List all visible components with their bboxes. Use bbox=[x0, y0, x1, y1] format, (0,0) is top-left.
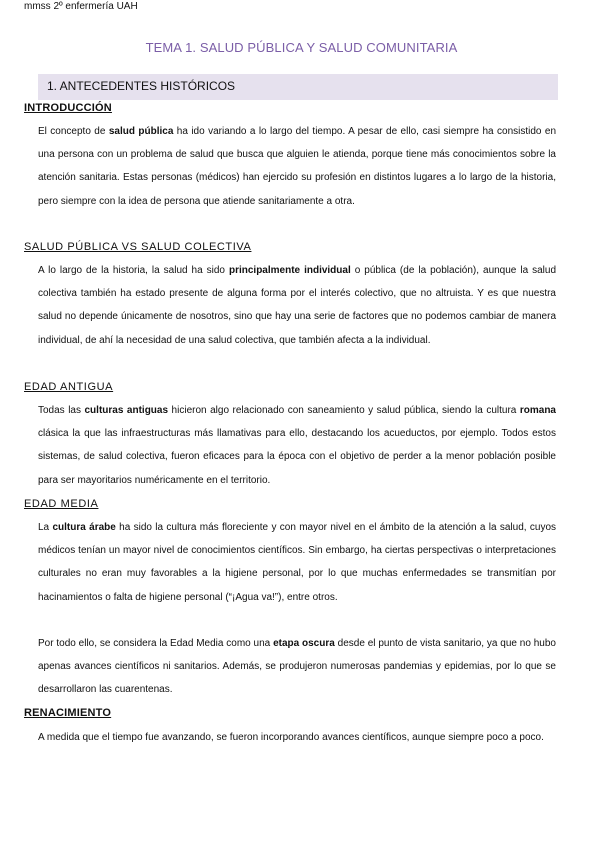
heading-salud-colectiva: SALUD PÚBLICA VS SALUD COLECTIVA bbox=[24, 241, 252, 253]
paragraph-edad-media-2: Por todo ello, se considera la Edad Media como una etapa oscura desde el punto de vista sanitario, ya que no hubo apenas avances científicos ni sanitarios. Además, se produjeron numerosas pandemias y epidemias, por lo que se desarrollaron las cuarentenas. bbox=[38, 638, 556, 696]
paragraph-edad-antigua: Todas las culturas antiguas hicieron algo relacionado con saneamiento y salud pública, siendo la cultura romana clásica la que las infraestructuras más llamativas para ello, destacando los acueductos, por ejemplo. Todos estos sistemas, de salud colectiva, fueron eficaces para la época con el objetivo de perder a la menor población posible para ser mayoritarios numéricamente en el territorio. bbox=[38, 405, 556, 486]
section-heading-bar bbox=[38, 74, 558, 100]
paragraph-renacimiento: A medida que el tiempo fue avanzando, se fueron incorporando avances científicos, aunque siempre poco a poco. bbox=[38, 732, 544, 743]
heading-introduccion: INTRODUCCIÓN bbox=[24, 102, 112, 114]
heading-edad-media: EDAD MEDIA bbox=[24, 498, 99, 510]
page-header: mmss 2º enfermería UAH bbox=[24, 1, 138, 12]
heading-renacimiento: RENACIMIENTO bbox=[24, 707, 112, 719]
paragraph-salud-colectiva: A lo largo de la historia, la salud ha sido principalmente individual o pública (de la población), aunque la salud colectiva también ha estado presente de alguna forma por el interés colectivo, que no altruista. Y es que nuestra salud no depende únicamente de nosotros, sino que hay una serie de factores que no podemos cambiar de manera individual, de ahí la necesidad de una salud colectiva, que también afecta a la individual. bbox=[38, 265, 557, 346]
paragraph-edad-media-1: La cultura árabe ha sido la cultura más floreciente y con mayor nivel en el ámbito de la atención a la salud, cuyos médicos tenían un mayor nivel de conocimientos científicos. Sin embargo, ha ciertas perspectivas o interpretaciones culturales no eran muy favorables a la higiene personal, por lo que muchas enfermedades se transmitían por hacinamientos o falta de higiene personal (“¡Agua va!”), entre otros. bbox=[38, 522, 557, 603]
page-title: TEMA 1. SALUD PÚBLICA Y SALUD COMUNITARIA bbox=[145, 40, 458, 55]
section-heading: 1. ANTECEDENTES HISTÓRICOS bbox=[47, 79, 236, 93]
paragraph-introduccion: El concepto de salud pública ha ido variando a lo largo del tiempo. A pesar de ello, casi siempre ha consistido en una persona con un problema de salud que busca que alguien le atienda, porque tiene más conocimientos sobre la atención sanitaria. Estas personas (médicos) han ejercido su profesión en distintos lugares a lo largo de la historia, pero siempre con la idea de persona que atiende sanitariamente a otra. bbox=[38, 126, 557, 207]
heading-edad-antigua: EDAD ANTIGUA bbox=[24, 381, 114, 393]
